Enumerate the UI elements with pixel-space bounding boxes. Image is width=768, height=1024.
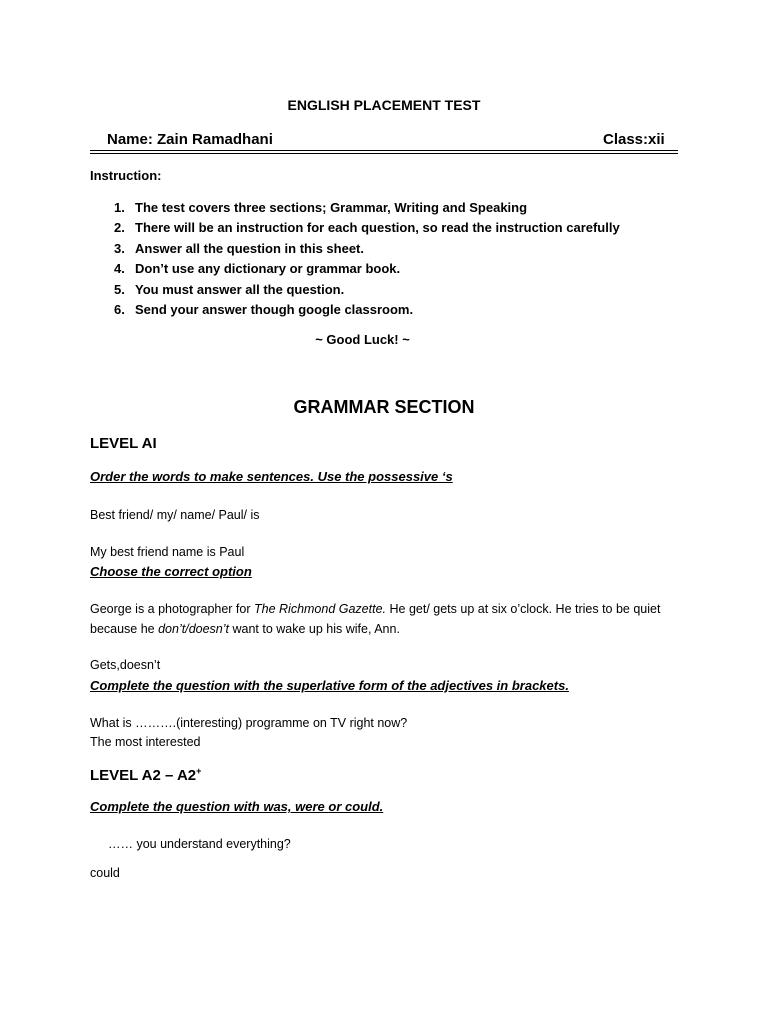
level-heading: LEVEL A2 – A2+ — [90, 766, 202, 784]
task-question: Best friend/ my/ name/ Paul/ is — [90, 508, 260, 522]
task-instruction: Choose the correct option — [90, 564, 252, 579]
good-luck-note: ~ Good Luck! ~ — [315, 332, 410, 347]
list-item: 6. Send your answer though google classroom. — [114, 301, 414, 317]
instruction-list — [90, 198, 620, 320]
list-item: 2. There will be an instruction for each question, so read the instruction carefully — [114, 220, 620, 236]
section-title: GRAMMAR SECTION — [293, 397, 475, 417]
instruction-label: Instruction: — [90, 168, 162, 183]
task-instruction: Complete the question with was, were or could. — [90, 799, 384, 814]
task-paragraph-line: because he don’t/doesn’t want to wake up his wife, Ann. — [90, 622, 400, 636]
task-answer: My best friend name is Paul — [90, 545, 245, 559]
page-title: ENGLISH PLACEMENT TEST — [287, 97, 481, 113]
task-question: What is ……….(interesting) programme on TV right now? — [90, 716, 408, 730]
task-answer: The most interested — [90, 735, 201, 749]
list-item: 5. You must answer all the question. — [114, 281, 345, 297]
list-item: 1. The test covers three sections; Grammar, Writing and Speaking — [114, 200, 528, 215]
header-divider-bottom — [90, 153, 678, 154]
task-instruction: Complete the question with the superlative form of the adjectives in brackets. — [90, 678, 569, 693]
task-answer: Gets,doesn’t — [90, 658, 161, 672]
list-item: 3. Answer all the question in this sheet. — [114, 240, 364, 256]
task-question: …… you understand everything? — [108, 837, 291, 851]
task-instruction: Order the words to make sentences. Use the possessive ‘s — [90, 469, 453, 484]
student-class: Class:xii — [603, 131, 665, 148]
list-item: 4. Don’t use any dictionary or grammar book. — [114, 261, 401, 277]
task-paragraph-line: George is a photographer for The Richmond Gazette. He get/ gets up at six o’clock. He tries to be quiet — [90, 602, 661, 616]
level-heading: LEVEL AI — [90, 435, 157, 452]
student-name: Name: Zain Ramadhani — [107, 131, 273, 148]
header-divider-top — [90, 150, 678, 151]
task-answer: could — [90, 866, 120, 880]
